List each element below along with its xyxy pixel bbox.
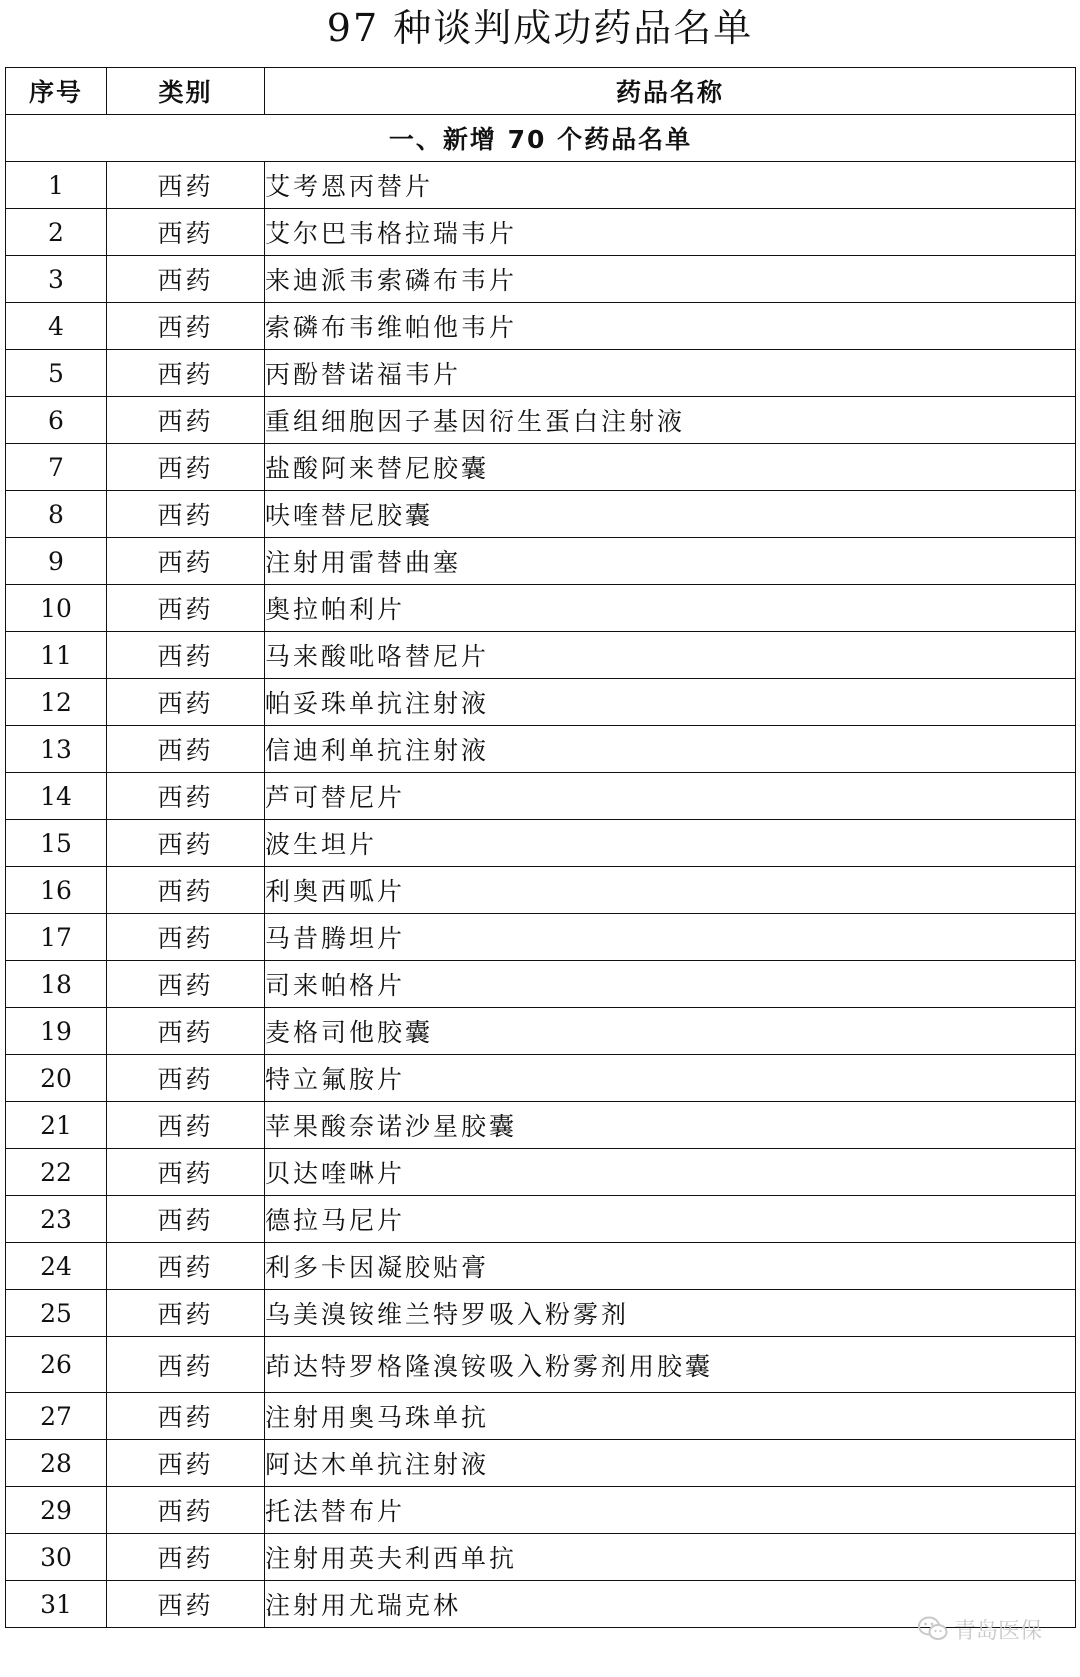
table-row xyxy=(6,679,1076,726)
table-row xyxy=(6,350,1076,397)
row-drug-name: 注射用尤瑞克林 xyxy=(265,1581,1076,1628)
table-row xyxy=(6,444,1076,491)
drug-table xyxy=(5,67,1076,1628)
row-serial-number: 10 xyxy=(6,585,107,632)
table-row xyxy=(6,1243,1076,1290)
page-title: 97 种谈判成功药品名单 xyxy=(326,6,754,50)
row-category: 西药 xyxy=(107,679,265,726)
table-row xyxy=(6,961,1076,1008)
table-row xyxy=(6,1196,1076,1243)
table-row xyxy=(6,1102,1076,1149)
row-serial-number: 11 xyxy=(6,632,107,679)
row-drug-name: 艾尔巴韦格拉瑞韦片 xyxy=(265,209,1076,256)
row-drug-name: 注射用奥马珠单抗 xyxy=(265,1393,1076,1440)
row-serial-number: 27 xyxy=(6,1393,107,1440)
row-category: 西药 xyxy=(107,961,265,1008)
table-row xyxy=(6,209,1076,256)
row-category: 西药 xyxy=(107,1487,265,1534)
row-category: 西药 xyxy=(107,209,265,256)
row-drug-name: 注射用雷替曲塞 xyxy=(265,538,1076,585)
row-category: 西药 xyxy=(107,585,265,632)
row-drug-name: 贝达喹啉片 xyxy=(265,1149,1076,1196)
row-serial-number: 16 xyxy=(6,867,107,914)
row-drug-name: 马来酸吡咯替尼片 xyxy=(265,632,1076,679)
table-row xyxy=(6,1290,1076,1337)
row-serial-number: 6 xyxy=(6,397,107,444)
row-drug-name: 索磷布韦维帕他韦片 xyxy=(265,303,1076,350)
table-row xyxy=(6,397,1076,444)
table-row xyxy=(6,1487,1076,1534)
row-serial-number: 17 xyxy=(6,914,107,961)
row-category: 西药 xyxy=(107,1149,265,1196)
row-category: 西药 xyxy=(107,1008,265,1055)
table-row xyxy=(6,1055,1076,1102)
table-row xyxy=(6,1581,1076,1628)
row-category: 西药 xyxy=(107,350,265,397)
table-row xyxy=(6,1534,1076,1581)
row-serial-number: 12 xyxy=(6,679,107,726)
table-row xyxy=(6,1149,1076,1196)
row-drug-name: 波生坦片 xyxy=(265,820,1076,867)
row-drug-name: 芦可替尼片 xyxy=(265,773,1076,820)
row-category: 西药 xyxy=(107,914,265,961)
table-row xyxy=(6,585,1076,632)
row-drug-name: 信迪利单抗注射液 xyxy=(265,726,1076,773)
row-category: 西药 xyxy=(107,1243,265,1290)
row-drug-name: 马昔腾坦片 xyxy=(265,914,1076,961)
row-category: 西药 xyxy=(107,820,265,867)
section-row xyxy=(6,115,1076,162)
row-category: 西药 xyxy=(107,303,265,350)
row-category: 西药 xyxy=(107,256,265,303)
row-category: 西药 xyxy=(107,1534,265,1581)
row-category: 西药 xyxy=(107,1290,265,1337)
row-category: 西药 xyxy=(107,1440,265,1487)
row-drug-name: 艾考恩丙替片 xyxy=(265,162,1076,209)
row-category: 西药 xyxy=(107,1337,265,1393)
row-serial-number: 9 xyxy=(6,538,107,585)
row-serial-number: 1 xyxy=(6,162,107,209)
row-category: 西药 xyxy=(107,491,265,538)
row-serial-number: 2 xyxy=(6,209,107,256)
table-row xyxy=(6,1008,1076,1055)
header-category: 类别 xyxy=(107,68,265,115)
row-serial-number: 14 xyxy=(6,773,107,820)
row-category: 西药 xyxy=(107,1581,265,1628)
row-serial-number: 23 xyxy=(6,1196,107,1243)
row-serial-number: 18 xyxy=(6,961,107,1008)
table-header-row xyxy=(6,68,1076,115)
table-row xyxy=(6,1440,1076,1487)
row-drug-name: 茚达特罗格隆溴铵吸入粉雾剂用胶囊 xyxy=(265,1337,1076,1393)
row-category: 西药 xyxy=(107,538,265,585)
row-category: 西药 xyxy=(107,1196,265,1243)
row-drug-name: 德拉马尼片 xyxy=(265,1196,1076,1243)
row-category: 西药 xyxy=(107,162,265,209)
row-serial-number: 19 xyxy=(6,1008,107,1055)
row-serial-number: 13 xyxy=(6,726,107,773)
table-row xyxy=(6,820,1076,867)
row-category: 西药 xyxy=(107,632,265,679)
table-row xyxy=(6,726,1076,773)
row-serial-number: 8 xyxy=(6,491,107,538)
row-category: 西药 xyxy=(107,1102,265,1149)
section-title: 一、新增 70 个药品名单 xyxy=(6,115,1076,162)
row-drug-name: 呋喹替尼胶囊 xyxy=(265,491,1076,538)
row-serial-number: 29 xyxy=(6,1487,107,1534)
row-drug-name: 司来帕格片 xyxy=(265,961,1076,1008)
row-drug-name: 特立氟胺片 xyxy=(265,1055,1076,1102)
row-serial-number: 24 xyxy=(6,1243,107,1290)
row-serial-number: 4 xyxy=(6,303,107,350)
row-drug-name: 丙酚替诺福韦片 xyxy=(265,350,1076,397)
row-drug-name: 阿达木单抗注射液 xyxy=(265,1440,1076,1487)
row-serial-number: 7 xyxy=(6,444,107,491)
row-serial-number: 22 xyxy=(6,1149,107,1196)
row-drug-name: 利多卡因凝胶贴膏 xyxy=(265,1243,1076,1290)
row-drug-name: 利奥西呱片 xyxy=(265,867,1076,914)
row-drug-name: 来迪派韦索磷布韦片 xyxy=(265,256,1076,303)
row-drug-name: 苹果酸奈诺沙星胶囊 xyxy=(265,1102,1076,1149)
row-drug-name: 重组细胞因子基因衍生蛋白注射液 xyxy=(265,397,1076,444)
row-serial-number: 28 xyxy=(6,1440,107,1487)
row-serial-number: 30 xyxy=(6,1534,107,1581)
row-category: 西药 xyxy=(107,1393,265,1440)
row-drug-name: 麦格司他胶囊 xyxy=(265,1008,1076,1055)
row-category: 西药 xyxy=(107,397,265,444)
table-row xyxy=(6,491,1076,538)
row-drug-name: 注射用英夫利西单抗 xyxy=(265,1534,1076,1581)
watermark xyxy=(918,1614,1042,1644)
row-serial-number: 26 xyxy=(6,1337,107,1393)
table-row xyxy=(6,303,1076,350)
table-row xyxy=(6,538,1076,585)
header-serial-number: 序号 xyxy=(6,68,107,115)
row-serial-number: 25 xyxy=(6,1290,107,1337)
table-row xyxy=(6,256,1076,303)
row-serial-number: 21 xyxy=(6,1102,107,1149)
drug-table-body xyxy=(6,115,1076,1628)
row-drug-name: 盐酸阿来替尼胶囊 xyxy=(265,444,1076,491)
row-category: 西药 xyxy=(107,444,265,491)
table-row xyxy=(6,1393,1076,1440)
table-row xyxy=(6,773,1076,820)
row-category: 西药 xyxy=(107,867,265,914)
row-serial-number: 31 xyxy=(6,1581,107,1628)
row-drug-name: 乌美溴铵维兰特罗吸入粉雾剂 xyxy=(265,1290,1076,1337)
row-serial-number: 20 xyxy=(6,1055,107,1102)
table-row xyxy=(6,867,1076,914)
table-row xyxy=(6,1337,1076,1393)
table-row xyxy=(6,914,1076,961)
row-category: 西药 xyxy=(107,773,265,820)
row-serial-number: 15 xyxy=(6,820,107,867)
table-row xyxy=(6,632,1076,679)
row-drug-name: 帕妥珠单抗注射液 xyxy=(265,679,1076,726)
row-category: 西药 xyxy=(107,726,265,773)
table-row xyxy=(6,162,1076,209)
watermark-text: 青岛医保 xyxy=(953,1618,1042,1644)
header-drug-name: 药品名称 xyxy=(265,68,1076,115)
row-drug-name: 奥拉帕利片 xyxy=(265,585,1076,632)
wechat-icon xyxy=(918,1616,948,1642)
row-drug-name: 托法替布片 xyxy=(265,1487,1076,1534)
row-serial-number: 5 xyxy=(6,350,107,397)
row-category: 西药 xyxy=(107,1055,265,1102)
row-serial-number: 3 xyxy=(6,256,107,303)
